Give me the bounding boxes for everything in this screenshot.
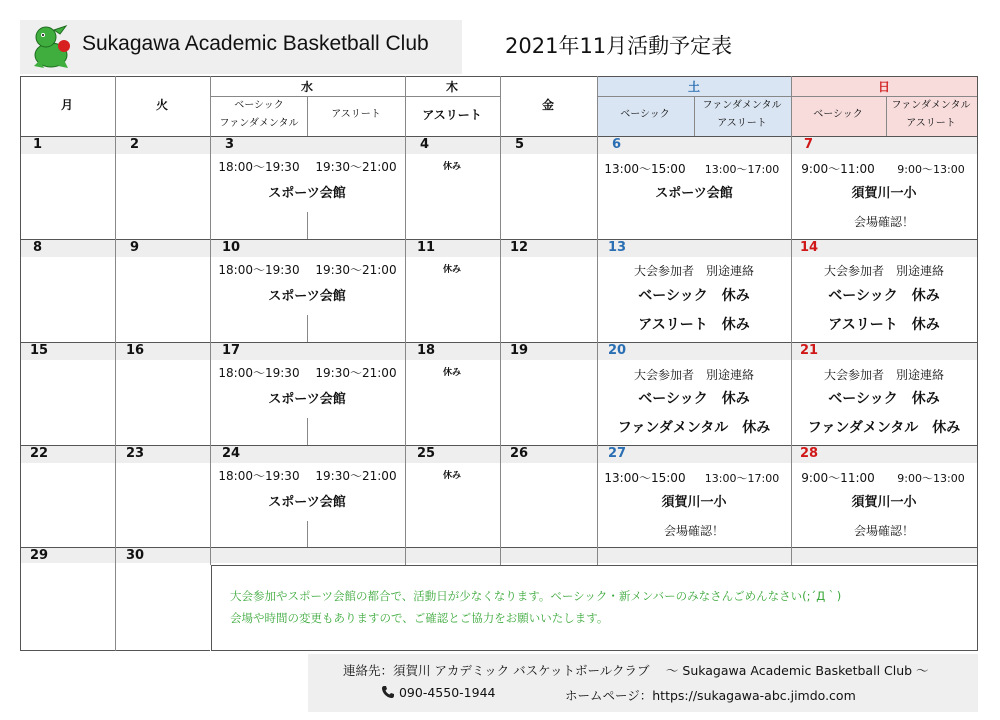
day-number: 7: [804, 137, 814, 152]
day-number: 13: [608, 240, 627, 255]
day-number: 21: [800, 343, 819, 358]
phone-icon: [381, 685, 395, 699]
sat-time-athlete: 13:00～17:00: [704, 472, 780, 485]
sun-notice: 大会参加者 別途連絡: [823, 368, 945, 382]
sat-time-basic: 13:00～15:00: [604, 162, 686, 176]
sun-sub-athlete: アスリート: [906, 118, 956, 129]
schedule-title: 2021年11月活動予定表: [505, 34, 733, 58]
sat-fundamental-rest: ファンダメンタル 休み: [617, 420, 771, 436]
wed-sub-basic: ベーシック: [234, 100, 284, 111]
sun-note: 会場確認！: [853, 524, 915, 538]
week2-date-band: [20, 239, 977, 257]
wed-sub-fundamental: ファンダメンタル: [219, 118, 299, 129]
sat-venue: 須賀川一小: [661, 495, 727, 510]
wed-time-athlete: 19:30～21:00: [315, 366, 397, 380]
day-number: 9: [130, 240, 140, 255]
sat-sub-fundamental: ファンダメンタル: [702, 100, 782, 111]
day-number: 22: [30, 446, 49, 461]
sun-time-basic: 9:00～11:00: [801, 471, 875, 485]
sat-athlete-rest: アスリート 休み: [638, 317, 750, 333]
wed-time-athlete: 19:30～21:00: [315, 469, 397, 483]
wed-time-athlete: 19:30～21:00: [315, 160, 397, 174]
wed-time-basic: 18:00～19:30: [218, 160, 300, 174]
day-number: 1: [33, 137, 43, 152]
sat-note: 会場確認！: [663, 524, 725, 538]
sat-venue: スポーツ会館: [655, 186, 733, 201]
header-mon: 月: [60, 98, 74, 112]
club-name: Sukagawa Academic Basketball Club: [82, 32, 429, 55]
dragon-mascot-logo: [24, 22, 76, 72]
sun-time-athlete: 9:00～13:00: [897, 472, 965, 485]
day-number: 8: [33, 240, 43, 255]
contact-line: 連絡先：須賀川 アカデミック バスケットボールクラブ ～ Sukagawa Academic Basketball Club ～: [343, 663, 929, 678]
header-sun: 日: [877, 80, 891, 94]
day-number: 2: [130, 137, 140, 152]
sun-sub-fundamental: ファンダメンタル: [891, 100, 971, 111]
day-number: 5: [515, 137, 525, 152]
day-number: 10: [222, 240, 241, 255]
header-fri: 金: [541, 98, 555, 112]
notice-box: [211, 565, 978, 651]
sat-basic-rest: ベーシック 休み: [638, 288, 750, 304]
thu-sub-athlete: アスリート: [422, 108, 482, 122]
thu-rest: 休み: [442, 265, 462, 275]
wed-time-basic: 18:00～19:30: [218, 366, 300, 380]
sat-sub-athlete: アスリート: [717, 118, 767, 129]
sat-basic-rest: ベーシック 休み: [638, 391, 750, 407]
notice-line-1: 大会参加やスポーツ会館の都合で、活動日が少なくなります。ベーシック・新メンバーのみなさんごめんなさい(;´Д｀): [230, 589, 842, 603]
sun-notice: 大会参加者 別途連絡: [823, 264, 945, 278]
day-number: 11: [417, 240, 436, 255]
sun-venue: 須賀川一小: [851, 495, 917, 510]
sat-time-basic: 13:00～15:00: [604, 471, 686, 485]
thu-rest: 休み: [442, 368, 462, 378]
sun-venue: 須賀川一小: [851, 186, 917, 201]
sat-notice: 大会参加者 別途連絡: [633, 368, 755, 382]
sun-sub-basic: ベーシック: [813, 109, 863, 120]
day-number: 24: [222, 446, 241, 461]
phone-row: [381, 685, 496, 700]
week1-date-band: [20, 136, 977, 154]
wed-venue: スポーツ会館: [268, 289, 346, 304]
homepage-link[interactable]: ホームページ：https://sukagawa-abc.jimdo.com: [565, 688, 856, 703]
day-number: 19: [510, 343, 529, 358]
wed-venue: スポーツ会館: [268, 392, 346, 407]
sun-note: 会場確認！: [853, 215, 915, 229]
day-number: 29: [30, 548, 49, 563]
day-number: 6: [612, 137, 622, 152]
sat-time-athlete: 13:00～17:00: [704, 163, 780, 176]
wed-venue: スポーツ会館: [268, 186, 346, 201]
day-number: 12: [510, 240, 529, 255]
day-number: 27: [608, 446, 627, 461]
wed-time-basic: 18:00～19:30: [218, 263, 300, 277]
thu-rest: 休み: [442, 471, 462, 481]
day-number: 18: [417, 343, 436, 358]
day-number: 26: [510, 446, 529, 461]
wed-venue: スポーツ会館: [268, 495, 346, 510]
sun-time-athlete: 9:00～13:00: [897, 163, 965, 176]
day-number: 30: [126, 548, 145, 563]
sun-athlete-rest: アスリート 休み: [828, 317, 940, 333]
sun-basic-rest: ベーシック 休み: [828, 288, 940, 304]
day-number: 15: [30, 343, 49, 358]
sat-notice: 大会参加者 別途連絡: [633, 264, 755, 278]
day-number: 20: [608, 343, 627, 358]
day-number: 4: [420, 137, 430, 152]
sat-sub-basic: ベーシック: [620, 109, 670, 120]
notice-line-2: 会場や時間の変更もありますので、ご確認とご協力をお願いいたします。: [230, 611, 609, 625]
phone-number: 090-4550-1944: [398, 685, 496, 700]
sun-basic-rest: ベーシック 休み: [828, 391, 940, 407]
day-number: 14: [800, 240, 819, 255]
wed-time-basic: 18:00～19:30: [218, 469, 300, 483]
wed-time-athlete: 19:30～21:00: [315, 263, 397, 277]
week5-date-band: [20, 547, 977, 563]
wed-sub-athlete: アスリート: [331, 109, 381, 120]
sun-fundamental-rest: ファンダメンタル 休み: [807, 420, 961, 436]
week4-date-band: [20, 445, 977, 463]
sun-time-basic: 9:00～11:00: [801, 162, 875, 176]
header-sat: 土: [687, 80, 701, 94]
day-number: 25: [417, 446, 436, 461]
thu-rest: 休み: [442, 162, 462, 172]
day-number: 16: [126, 343, 145, 358]
week3-date-band: [20, 342, 977, 360]
header-wed: 水: [300, 80, 314, 94]
header-thu: 木: [445, 80, 459, 94]
day-number: 3: [225, 137, 235, 152]
day-number: 23: [126, 446, 145, 461]
header-tue: 火: [155, 98, 169, 112]
day-number: 28: [800, 446, 819, 461]
day-number: 17: [222, 343, 241, 358]
